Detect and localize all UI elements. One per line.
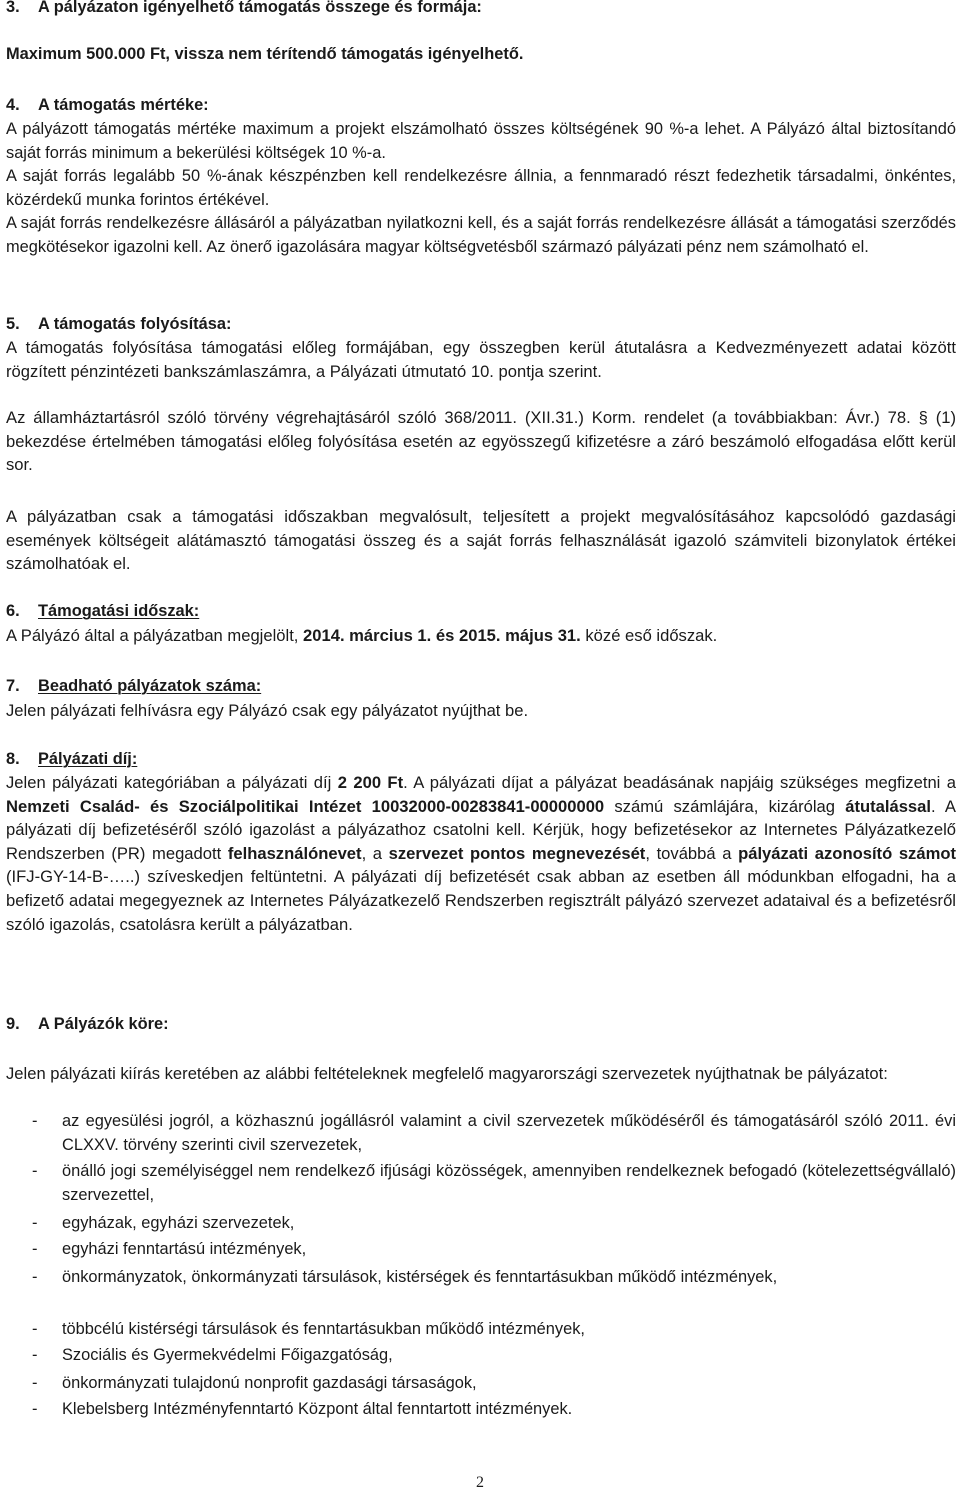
section-title: A támogatás folyósítása:: [38, 315, 232, 333]
section-number: 3.: [6, 0, 20, 16]
text: számú számlájára, kizárólag: [604, 796, 846, 816]
s9-intro: Jelen pályázati kiírás keretében az alábbi feltételeknek megfelelő magyarországi szervezetek nyújthatnak be pályázatot:: [6, 1064, 888, 1083]
section-number: 5.: [6, 315, 20, 333]
section-9-heading: [6, 1013, 956, 1037]
list-item-text: az egyesülési jogról, a közhasznú jogállásról valamint a civil szervezetek működéséről és támogatásáról szóló 2011. évi CLXXV. törvény szerinti civil szervezetek,: [62, 1112, 956, 1154]
dash-bullet: -: [32, 1214, 38, 1232]
section-title: A Pályázók köre:: [38, 1015, 169, 1033]
dash-bullet: -: [32, 1112, 38, 1130]
section-5-heading: [6, 313, 956, 337]
section-number: 9.: [6, 1015, 20, 1033]
list-item-text: önkormányzati tulajdonú nonprofit gazdasági társaságok,: [62, 1374, 477, 1392]
username-term: felhasználónevet: [227, 843, 362, 863]
list-item-text: többcélú kistérségi társulások és fenntartásukban működő intézmények,: [62, 1320, 585, 1338]
text: , a: [361, 843, 389, 863]
s5-paragraph-1: A támogatás folyósítása támogatási előleg formájában, egy összegben kerül átutalásra a Kedvezményezett adatai között rögzített pénzintézeti bankszámlaszámra, a Pályázati útmutató 10. pontja szerint.: [6, 338, 956, 381]
max-amount-line: Maximum 500.000 Ft, vissza nem térítendő támogatás igényelhető.: [6, 45, 524, 63]
text: Jelen pályázati kategóriában a pályázati díj: [6, 773, 338, 792]
text: (IFJ-GY-14-B-…..) szíveskedjen feltüntetni. A pályázati díj befizetését csak abban az esetben áll módunkban elfogadni, ha a befizető adatai megegyeznek az Internetes Pályázatkezelő Rendszerben regisztrált pályázó szervezet adataival és a befizetésről szóló igazolás, csatolásra került a pályázatban.: [6, 867, 956, 934]
dash-bullet: -: [32, 1320, 38, 1338]
section-number: 7.: [6, 677, 20, 695]
list-item-text: Szociális és Gyermekvédelmi Főigazgatóság,: [62, 1346, 393, 1364]
text: közé eső időszak.: [580, 626, 718, 645]
list-item-text: egyházi fenntartású intézmények,: [62, 1240, 307, 1258]
transfer-only: átutalással: [845, 796, 931, 816]
section-title: Támogatási időszak:: [38, 602, 200, 620]
section-8-heading: [6, 748, 956, 772]
section-title: Pályázati díj:: [38, 750, 138, 768]
section-4-heading: [6, 94, 956, 118]
section-title: Beadható pályázatok száma:: [38, 677, 262, 695]
fee-amount: 2 200 Ft: [337, 773, 404, 792]
list-item-text: egyházak, egyházi szervezetek,: [62, 1214, 295, 1232]
s6-period-line: [6, 624, 956, 648]
section-number: 6.: [6, 602, 20, 620]
text: . A pályázati díjat a pályázat beadásának napjáig szükséges megfizetni a: [403, 773, 956, 792]
s4-paragraph-2: A saját forrás legalább 50 %-ának készpénzben kell rendelkezésre állnia, a fennmaradó részt fedezhetik társadalmi, önkéntes, közérdekű munka forintos értékével.: [6, 167, 956, 209]
section-number: 4.: [6, 96, 20, 114]
dash-bullet: -: [32, 1162, 38, 1180]
text: , továbbá a: [645, 843, 739, 863]
section-7-heading: [6, 675, 956, 699]
s7-line: Jelen pályázati felhívásra egy Pályázó csak egy pályázatot nyújthat be.: [6, 701, 529, 720]
list-item-text: önálló jogi személyiséggel nem rendelkező ifjúsági közösségek, amennyiben rendelkeznek befogadó (kötelezettségvállaló) szervezettel,: [62, 1162, 956, 1204]
text: A Pályázó által a pályázatban megjelölt,: [6, 626, 304, 645]
section-title: A támogatás mértéke:: [38, 96, 209, 114]
section-3-heading: [6, 0, 956, 20]
application-id-term: pályázati azonosító számot: [738, 843, 957, 863]
dash-bullet: -: [32, 1400, 38, 1418]
list-item-text: Klebelsberg Intézményfenntartó Központ által fenntartott intézmények.: [62, 1400, 573, 1418]
end-date: 2015. május 31.: [458, 626, 581, 645]
dash-bullet: -: [32, 1346, 38, 1364]
text: . A pályázati díj befizetéséről szóló igazolást a pályázathoz csatolni kell. Kérjük, hogy befizetésekor az Internetes Pályázatkezelő Rendszerben (PR) megadott: [6, 796, 956, 863]
s8-paragraph: [6, 771, 956, 936]
conjunction: és: [435, 626, 455, 645]
s5-paragraph-2: Az államháztartásról szóló törvény végrehajtásáról szóló 368/2011. (XII.31.) Korm. rendelet (a továbbiakban: Ávr.) 78. § (1) bekezdése értelmében támogatási előleg folyósítása esetén az egyösszegű kifizetésre a záró beszámoló elfogadása előtt kerül sor.: [6, 408, 956, 475]
org-name-term: szervezet pontos megnevezését: [388, 843, 646, 863]
dash-bullet: -: [32, 1374, 38, 1392]
section-number: 8.: [6, 750, 20, 768]
start-date: 2014. március 1.: [303, 626, 432, 645]
s4-paragraph-3: A saját forrás rendelkezésre állásáról a pályázatban nyilatkozni kell, és a saját forrás rendelkezésre állását a támogatási szerződés megkötésekor igazolni kell. Az önerő igazolására magyar költségvetésből származó pályázati pénz nem számolható el.: [6, 214, 956, 256]
dash-bullet: -: [32, 1240, 38, 1258]
dash-bullet: -: [32, 1268, 38, 1286]
section-6-heading: [6, 600, 956, 624]
s4-paragraph-1: A pályázott támogatás mértéke maximum a projekt elszámolható összes költségének 90 %-a lehet. A Pályázó által biztosítandó saját forrás minimum a bekerülési költségek 10 %-a.: [6, 120, 956, 162]
page-number: 2: [476, 1474, 484, 1491]
section-title: A pályázaton igényelhető támogatás összege és formája:: [38, 0, 482, 16]
bank-account: Nemzeti Család- és Szociálpolitikai Intézet 10032000-00283841-00000000: [6, 796, 605, 816]
list-item-text: önkormányzatok, önkormányzati társulások, kistérségek és fenntartásukban működő intézmények,: [62, 1268, 778, 1286]
s5-paragraph-3: A pályázatban csak a támogatási időszakban megvalósult, teljesített a projekt megvalósításához kapcsolódó gazdasági események költségeit alátámasztó támogatási összeg és a saját forrás felhasználását igazoló számviteli bizonylatok értékei számolhatóak el.: [6, 507, 956, 574]
